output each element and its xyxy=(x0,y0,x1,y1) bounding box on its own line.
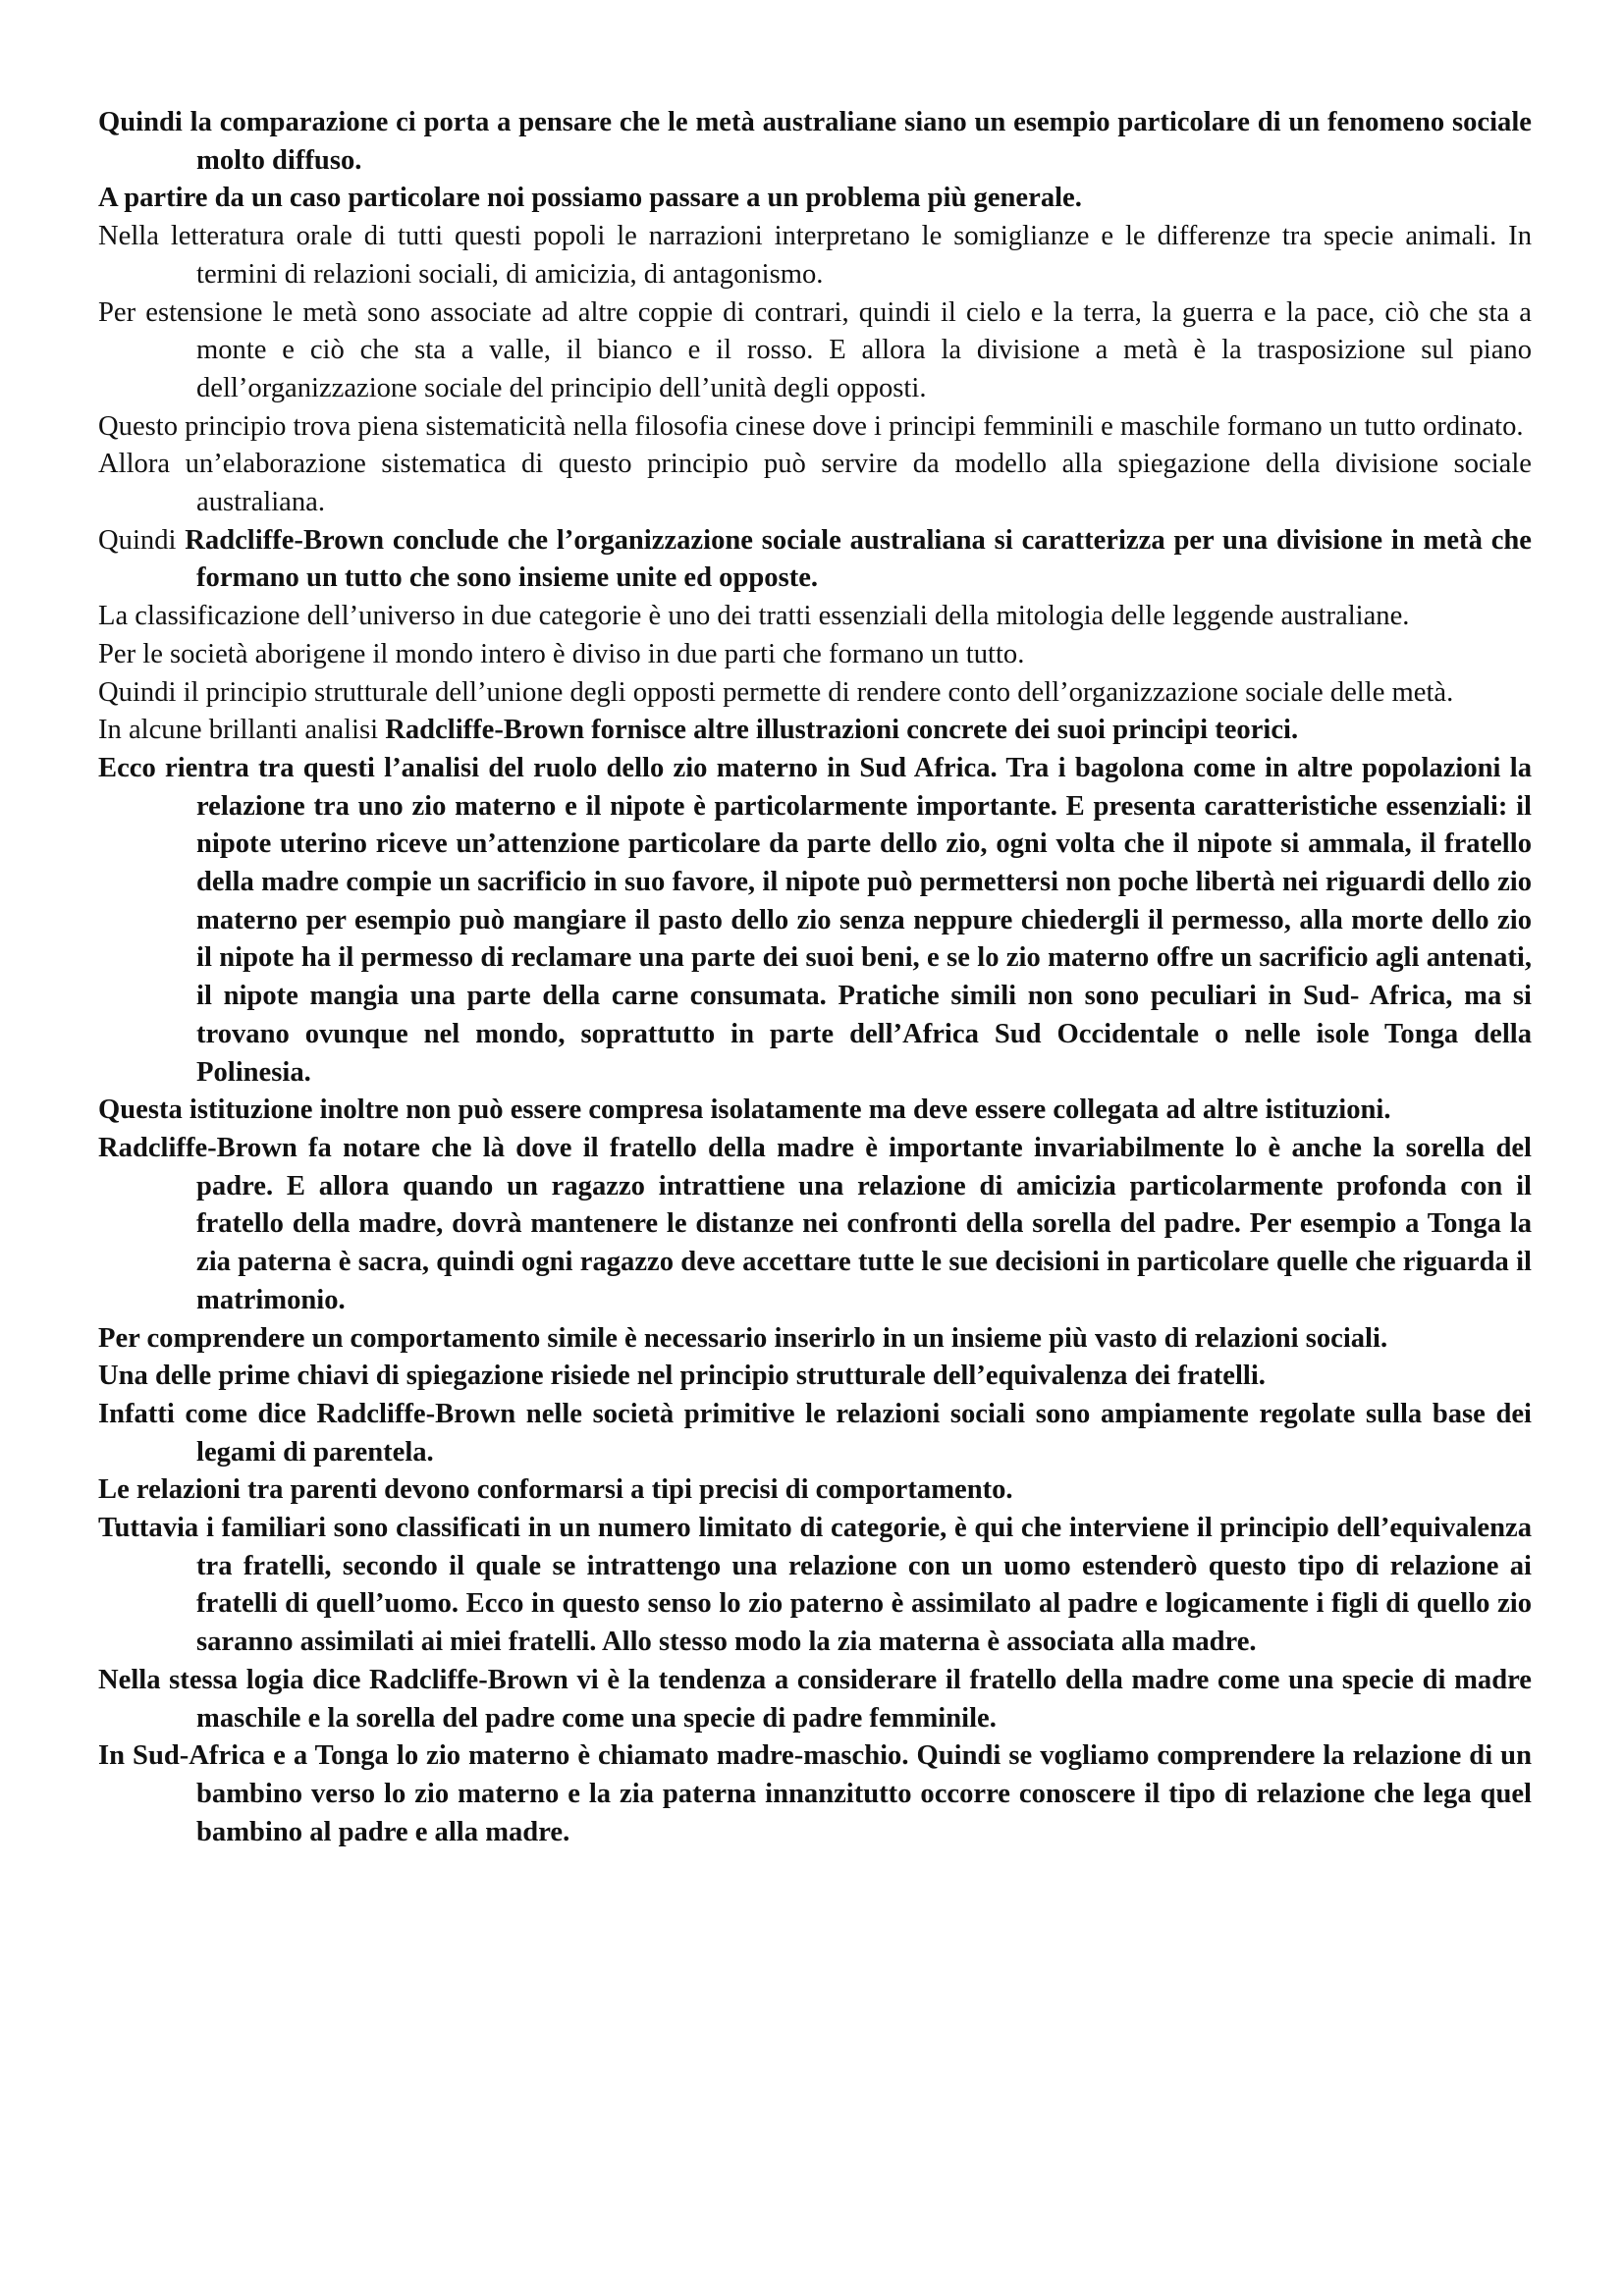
paragraph xyxy=(98,674,1532,713)
paragraph-text: Quindi il principio strutturale dell’unione degli opposti permette di rendere conto dell’organizzazione sociale delle metà. xyxy=(98,676,1454,708)
paragraph xyxy=(98,180,1532,218)
paragraph xyxy=(98,1320,1532,1359)
paragraph xyxy=(98,1510,1532,1662)
paragraph-text: Questo principio trova piena sistematicità nella filosofia cinese dove i principi femminili e maschile formano un tutto ordinato. xyxy=(98,410,1524,442)
paragraph xyxy=(98,750,1532,1092)
paragraph-text: Per estensione le metà sono associate ad altre coppie di contrari, quindi il cielo e la terra, la guerra e la pace, ciò che sta a monte e ciò che sta a valle, il bianco e il rosso. E allora la divisione a metà è la trasposizione sul piano dell’organizzazione sociale del principio dell’unità degli opposti. xyxy=(98,296,1532,403)
paragraph-text: Nella letteratura orale di tutti questi popoli le narrazioni interpretano le somiglianze e le differenze tra specie animali. In termini di relazioni sociali, di amicizia, di antagonismo. xyxy=(98,221,1532,290)
paragraph-text: Una delle prime chiavi di spiegazione risiede nel principio strutturale dell’equivalenza dei fratelli. xyxy=(98,1361,1266,1392)
paragraph-text: Quindi xyxy=(98,524,186,556)
paragraph-text: Allora un’elaborazione sistematica di questo principio può servire da modello alla spiegazione della divisione sociale australiana. xyxy=(98,449,1532,518)
document-page xyxy=(98,104,1532,1851)
paragraph xyxy=(98,218,1532,294)
paragraph xyxy=(98,522,1532,598)
paragraph-text: Nella stessa logia dice Radcliffe-Brown vi è la tendenza a considerare il fratello della madre come una specie di madre maschile e la sorella del padre come una specie di padre femminile. xyxy=(98,1664,1532,1734)
paragraph-text: Questa istituzione inoltre non può essere compresa isolatamente ma deve essere collegata ad altre istituzioni. xyxy=(98,1095,1391,1126)
paragraph-text: Radcliffe-Brown fa notare che là dove il fratello della madre è importante invariabilmente lo è anche la sorella del padre. E allora quando un ragazzo intrattiene una relazione di amicizia particolarmente profonda con il fratello della madre, dovrà mantenere le distanze nei confronti della sorella del padre. Per esempio a Tonga la zia paterna è sacra, quindi ogni ragazzo deve accettare tutte le sue decisioni in particolare quelle che riguarda il matrimonio. xyxy=(98,1132,1532,1315)
paragraph xyxy=(98,294,1532,408)
paragraph-text: La classificazione dell’universo in due categorie è uno dei tratti essenziali della mitologia delle leggende australiane. xyxy=(98,601,1410,632)
paragraph-text: A partire da un caso particolare noi possiamo passare a un problema più generale. xyxy=(98,183,1082,214)
paragraph-text: Tuttavia i familiari sono classificati in un numero limitato di categorie, è qui che interviene il principio dell’equivalenza tra fratelli, secondo il quale se intrattengo una relazione con un uomo estenderò questo tipo di relazione ai fratelli di quell’uomo. Ecco in questo senso lo zio paterno è assimilato al padre e logicamente i figli di quello zio saranno assimilati ai miei fratelli. Allo stesso modo la zia materna è associata alla madre. xyxy=(98,1513,1532,1658)
paragraph xyxy=(98,104,1532,180)
paragraph-text: Quindi la comparazione ci porta a pensare che le metà australiane siano un esempio particolare di un fenomeno sociale molto diffuso. xyxy=(98,107,1532,176)
paragraph xyxy=(98,712,1532,750)
paragraph-text: In Sud-Africa e a Tonga lo zio materno è chiamato madre-maschio. Quindi se vogliamo comprendere la relazione di un bambino verso lo zio materno e la zia paterna innanzitutto occorre conoscere il tipo di relazione che lega quel bambino al padre e alla madre. xyxy=(98,1740,1532,1847)
paragraph-text: In alcune brillanti analisi xyxy=(98,715,386,746)
paragraph xyxy=(98,1358,1532,1396)
paragraph-bold-text: Radcliffe-Brown fornisce altre illustrazioni concrete dei suoi principi teorici. xyxy=(385,715,1299,746)
paragraph-text: Per comprendere un comportamento simile è necessario inserirlo in un insieme più vasto di relazioni sociali. xyxy=(98,1322,1388,1354)
paragraph xyxy=(98,598,1532,636)
paragraph xyxy=(98,1396,1532,1471)
paragraph xyxy=(98,1130,1532,1320)
paragraph-text: Le relazioni tra parenti devono conformarsi a tipi precisi di comportamento. xyxy=(98,1474,1013,1506)
paragraph xyxy=(98,446,1532,521)
paragraph-text: Ecco rientra tra questi l’analisi del ruolo dello zio materno in Sud Africa. Tra i bagolona come in altre popolazioni la relazione tra uno zio materno e il nipote è particolarmente importante. E presenta caratteristiche essenziali: il nipote uterino riceve un’attenzione particolare da parte dello zio, ogni volta che il nipote si ammala, il fratello della madre compie un sacrificio in suo favore, il nipote può permettersi non poche libertà nei riguardi dello zio materno per esempio può mangiare il pasto dello zio senza neppure chiedergli il permesso, alla morte dello zio il nipote ha il permesso di reclamare una parte dei suoi beni, e se lo zio materno offre un sacrificio agli antenati, il nipote mangia una parte della carne consumata. Pratiche simili non sono peculiari in Sud- Africa, ma si trovano ovunque nel mondo, soprattutto in parte dell’Africa Sud Occidentale o nelle isole Tonga della Polinesia. xyxy=(98,752,1532,1088)
paragraph xyxy=(98,408,1532,447)
paragraph-text: Infatti come dice Radcliffe-Brown nelle società primitive le relazioni sociali sono ampiamente regolate sulla base dei legami di parentela. xyxy=(98,1398,1532,1468)
paragraph-bold-text: Radcliffe-Brown conclude che l’organizzazione sociale australiana si caratterizza per una divisione in metà che formano un tutto che sono insieme unite ed opposte. xyxy=(185,524,1533,594)
paragraph xyxy=(98,1092,1532,1130)
paragraph xyxy=(98,1737,1532,1851)
paragraph xyxy=(98,1471,1532,1510)
paragraph xyxy=(98,1662,1532,1737)
paragraph-text: Per le società aborigene il mondo intero è diviso in due parti che formano un tutto. xyxy=(98,638,1025,669)
paragraph xyxy=(98,636,1532,674)
